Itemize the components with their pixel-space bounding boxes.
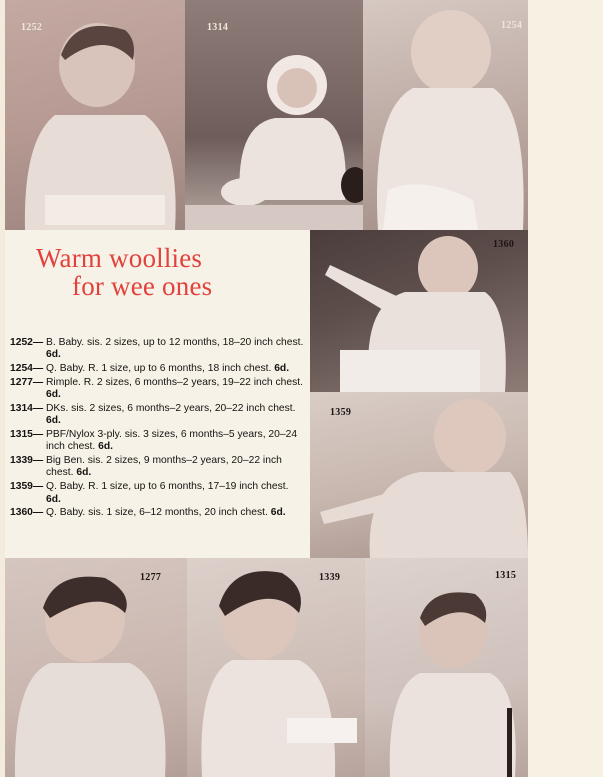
pattern-item: [10, 455, 306, 480]
pattern-price: 6d.: [46, 389, 61, 401]
pattern-code: 1360—: [10, 507, 44, 519]
photo-1359: [310, 392, 528, 558]
pattern-desc: Q. Baby. R. 1 size, up to 6 months, 18 inch chest.: [46, 363, 272, 375]
page-margin: [528, 0, 603, 777]
photo-label: 1359: [330, 407, 352, 418]
photo-label: 1277: [140, 572, 162, 583]
photo-label: 1314: [207, 22, 229, 33]
pattern-code: 1315—: [10, 429, 44, 441]
pattern-price: 6d.: [98, 441, 113, 453]
pattern-code: 1254—: [10, 363, 44, 375]
pattern-item: [10, 403, 306, 428]
pattern-code: 1314—: [10, 402, 44, 414]
pattern-desc: Q. Baby. R. 1 size, up to 6 months, 17–19 inch chest.: [46, 481, 289, 493]
toddler-sweater-illustration: [187, 558, 365, 777]
pattern-code: 1252—: [10, 337, 44, 348]
pattern-desc: B. Baby. sis. 2 sizes, up to 12 months, 18–20 inch chest.: [46, 337, 304, 348]
pattern-code: 1359—: [10, 481, 44, 493]
baby-waving-illustration: [310, 230, 528, 392]
toddler-jacket-illustration: [5, 558, 187, 777]
toddler-jumper-illustration: [365, 558, 528, 777]
pattern-desc: Q. Baby. sis. 1 size, 6–12 months, 20 inch chest.: [46, 507, 268, 519]
pattern-item: [10, 429, 306, 454]
pattern-desc: PBF/Nylox 3-ply. sis. 3 sizes, 6 months–5 years, 20–24 inch chest.: [46, 429, 298, 453]
pattern-list: [10, 337, 306, 521]
page-title: [36, 244, 296, 300]
photo-label: 1254: [501, 20, 523, 31]
pattern-desc: Rimple. R. 2 sizes, 6 months–2 years, 19–22 inch chest.: [46, 376, 303, 388]
photo-1252: [5, 0, 185, 230]
photo-1315: [365, 558, 528, 777]
photo-label: 1315: [495, 570, 517, 581]
pattern-price: 6d.: [46, 493, 61, 505]
photo-1339: [187, 558, 365, 777]
pattern-item: [10, 507, 306, 519]
photo-label: 1339: [319, 572, 341, 583]
photo-1254: [363, 0, 528, 230]
photo-label: 1360: [493, 239, 515, 250]
baby-illustration: [5, 0, 185, 230]
pattern-price: 6d.: [46, 415, 61, 427]
title-line-1: Warm woollies: [36, 243, 203, 273]
pattern-code: 1339—: [10, 455, 44, 467]
title-line-2: for wee ones: [72, 271, 213, 301]
pattern-price: 6d.: [274, 363, 290, 375]
photo-1277: [5, 558, 187, 777]
photo-1314: [185, 0, 363, 230]
baby-in-bonnet-illustration: [185, 0, 363, 230]
pattern-item: [10, 337, 306, 362]
pattern-item: [10, 363, 306, 375]
pattern-price: 6d.: [46, 349, 61, 361]
pattern-price: 6d.: [76, 467, 92, 479]
pattern-item: [10, 481, 306, 506]
photo-1360: [310, 230, 528, 392]
pattern-price: 6d.: [270, 507, 286, 519]
pattern-code: 1277—: [10, 376, 44, 388]
pattern-desc: Big Ben. sis. 2 sizes, 9 months–2 years, 20–22 inch chest.: [46, 455, 282, 479]
pattern-item: [10, 377, 306, 402]
pattern-desc: DKs. sis. 2 sizes, 6 months–2 years, 20–22 inch chest.: [46, 402, 296, 414]
baby-cardigan-illustration: [363, 0, 528, 230]
photo-label: 1252: [21, 22, 43, 33]
